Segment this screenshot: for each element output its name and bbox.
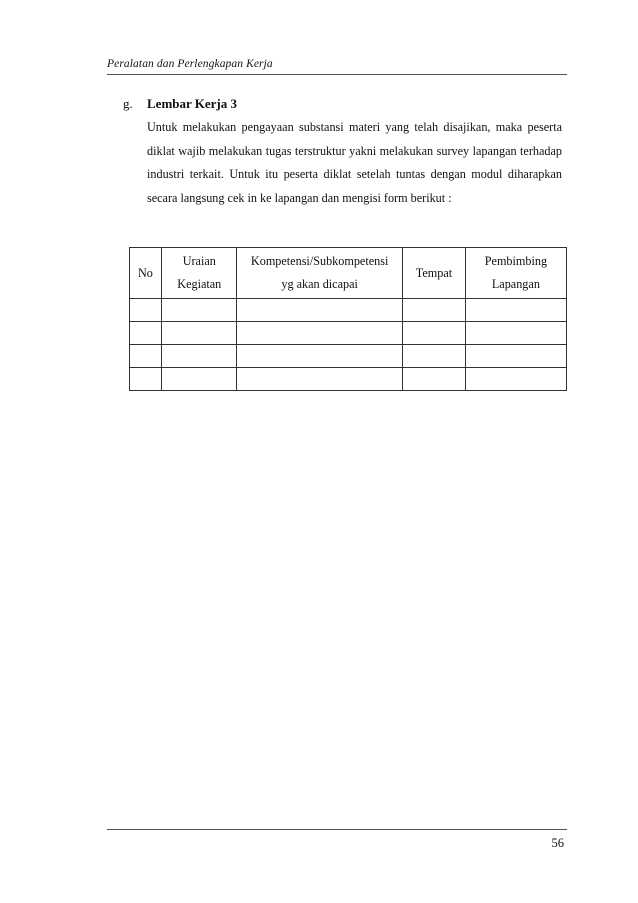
- table-cell[interactable]: [162, 368, 237, 391]
- table-cell[interactable]: [237, 322, 403, 345]
- table-cell[interactable]: [403, 368, 466, 391]
- table-cell[interactable]: [130, 299, 162, 322]
- table-row: [130, 368, 567, 391]
- section-title: Lembar Kerja 3: [147, 96, 238, 111]
- running-header: Peralatan dan Perlengkapan Kerja: [107, 58, 273, 70]
- table-cell[interactable]: [130, 368, 162, 391]
- table-cell[interactable]: [162, 345, 237, 368]
- table-cell[interactable]: [403, 345, 466, 368]
- table-cell[interactable]: [465, 345, 566, 368]
- column-header-uraian: [162, 248, 237, 299]
- section-paragraph: Untuk melakukan pengayaan substansi materi yang telah disajikan, maka peserta diklat wajib melakukan tugas terstruktur yakni melakukan survey lapangan terhadap industri terkait. Untuk itu peserta diklat setelah tuntas dengan modul diharapkan secara langsung cek in ke lapangan dan mengisi form berikut :: [147, 120, 562, 205]
- column-header-pembimbing-line1: Pembimbing: [484, 254, 548, 268]
- table-cell[interactable]: [130, 322, 162, 345]
- worksheet-table: [129, 247, 567, 391]
- column-header-no: No: [130, 248, 162, 299]
- table-row: [130, 299, 567, 322]
- column-header-uraian-line1: Uraian: [182, 254, 216, 268]
- table-cell[interactable]: [237, 345, 403, 368]
- column-header-uraian-line2: Kegiatan: [177, 277, 222, 291]
- column-header-kompetensi-line1: Kompetensi/Subkompetensi: [250, 254, 389, 268]
- table-cell[interactable]: [465, 368, 566, 391]
- table-header-row: [130, 248, 567, 299]
- page-number: 56: [551, 836, 564, 850]
- table-row: [130, 322, 567, 345]
- table-cell[interactable]: [162, 299, 237, 322]
- table-cell[interactable]: [162, 322, 237, 345]
- table-row: [130, 345, 567, 368]
- column-header-kompetensi: [237, 248, 403, 299]
- section-number: g.: [123, 96, 133, 111]
- table-cell[interactable]: [403, 299, 466, 322]
- section-heading: [123, 96, 237, 112]
- column-header-kompetensi-line2: yg akan dicapai: [281, 277, 358, 291]
- table-cell[interactable]: [130, 345, 162, 368]
- table-cell[interactable]: [237, 368, 403, 391]
- table-cell[interactable]: [237, 299, 403, 322]
- table-cell[interactable]: [403, 322, 466, 345]
- table-cell[interactable]: [465, 322, 566, 345]
- column-header-tempat: Tempat: [403, 248, 466, 299]
- header-divider: [107, 74, 567, 75]
- footer-divider: [107, 829, 567, 830]
- table-cell[interactable]: [465, 299, 566, 322]
- column-header-pembimbing-line2: Lapangan: [491, 277, 540, 291]
- column-header-pembimbing: [465, 248, 566, 299]
